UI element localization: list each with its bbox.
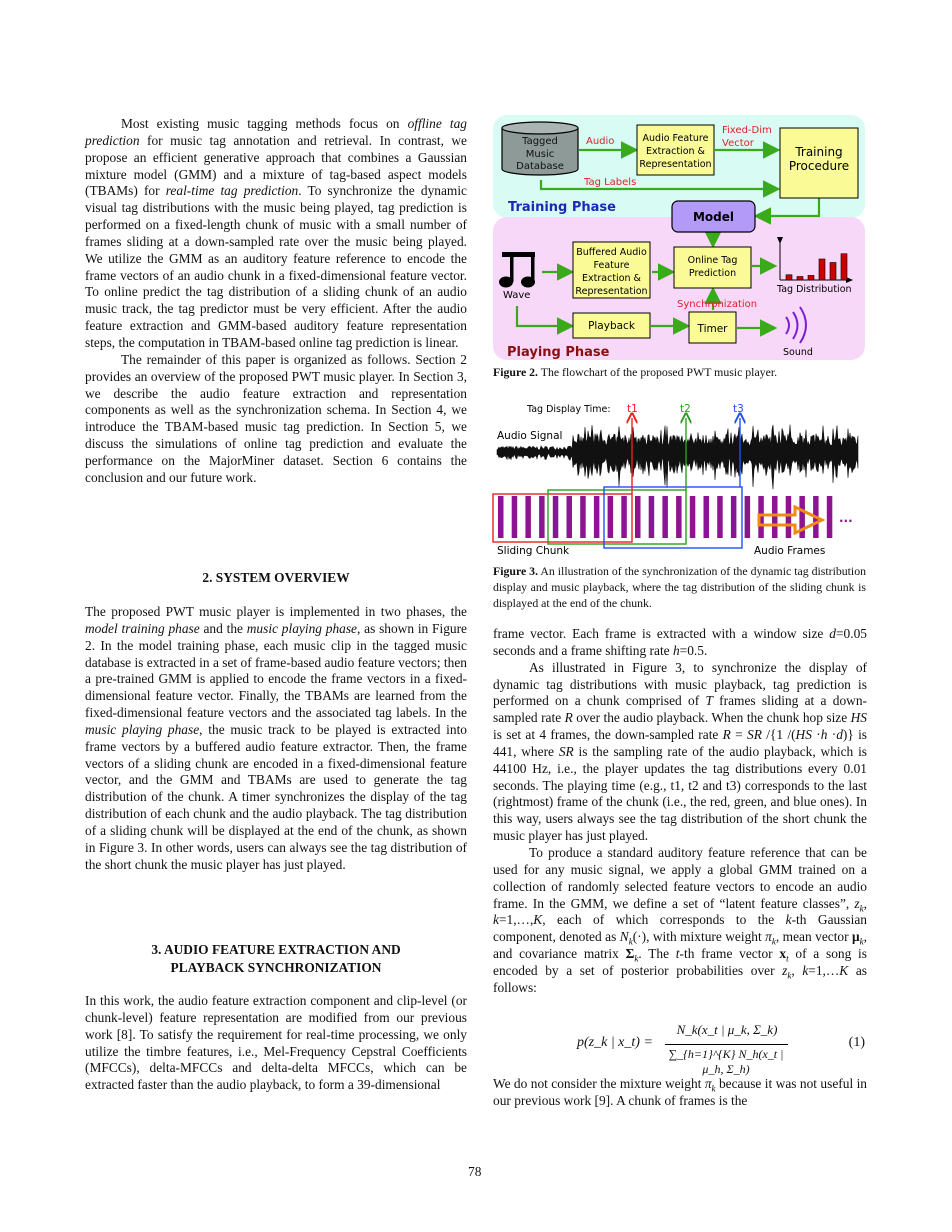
- section-2-body: [85, 604, 467, 874]
- wave-label: Wave: [503, 290, 531, 301]
- text-run: R: [564, 710, 573, 726]
- synchronization-label: Synchronization: [677, 299, 758, 310]
- paragraph-organization: [85, 352, 467, 487]
- text-run: z: [854, 895, 860, 911]
- text-run: SR: [558, 743, 574, 759]
- text-run: As illustrated in Figure 3, to synchronize the display of dynamic tag distributions with music playback, tag prediction is performed on a chunk comprised of: [493, 659, 867, 709]
- text-run: d: [836, 727, 843, 743]
- heading-line: PLAYBACK SYNCHRONIZATION: [170, 960, 382, 975]
- text-run: d: [829, 626, 836, 641]
- text-run: and the: [199, 620, 247, 636]
- timer-label: Timer: [697, 323, 728, 335]
- t1-label: t1: [627, 403, 638, 415]
- feature-box-label: Representation: [639, 159, 712, 170]
- section-heading-2: 2. SYSTEM OVERVIEW: [202, 570, 350, 585]
- buffered-box-label: Representation: [575, 286, 648, 297]
- text-run: k: [785, 912, 792, 928]
- text-run: is the sampling rate of the audio playback, which is 44100 Hz, i.e., the player updates the tag distributions every 0.01 seconds. The playing time (e.g., t1, t2 and t3) corresponds to the last (rightmost) frame of the chunk (i.e., the red, green, and blue ones). In this way, users always see the tag distribution of the short chunk the music player has just played.: [493, 743, 868, 844]
- text-run: -th frame vector: [679, 946, 780, 962]
- audio-frame: [525, 496, 531, 538]
- text-run: k: [859, 903, 864, 914]
- ellipsis: ...: [839, 511, 853, 525]
- audio-frame: [498, 496, 504, 538]
- text-run: -th Gaussian component, denoted as: [493, 912, 867, 945]
- page-number: 78: [468, 1164, 482, 1179]
- svg-text:TrainingProcedure: [789, 145, 849, 173]
- tag-bar: [808, 275, 814, 280]
- text-run: of a song is encoded by a set of posterior probabilities over: [493, 946, 867, 978]
- audio-frame: [786, 496, 792, 538]
- text-run: π: [704, 1076, 712, 1091]
- figure-2-caption: [493, 364, 868, 380]
- text-run: , as shown in Figure 2. In the model training phase, each music clip in the tagged music database is extracted in a set of frame-based audio feature vectors; then a pre-trained GMM is applied to encode the frame vectors in a fixed-dimensional feature vector. Finally, the TBAMs are learned from the fixed-dimensional feature vectors and the associated tag labels. In the: [85, 620, 467, 721]
- text-run: Most existing music tagging methods focus on: [121, 116, 408, 131]
- text-run: k: [771, 936, 776, 947]
- feature-box-label: Extraction &: [646, 146, 705, 157]
- audio-signal-label: Audio Signal: [497, 430, 563, 442]
- tag-labels-label: Tag Labels: [584, 177, 637, 188]
- text-run: ,: [863, 895, 867, 911]
- text-run: frames sliding at a down-sampled rate: [493, 693, 867, 726]
- audio-frame: [772, 496, 778, 538]
- tag-display-time-label: Tag Display Time:: [527, 404, 611, 415]
- text-run: K: [533, 912, 543, 928]
- t2-label: t2: [680, 403, 691, 415]
- text-run: =1,…: [808, 962, 840, 978]
- text-run: . The: [638, 946, 676, 962]
- fixed-dim-label: Vector: [722, 138, 754, 149]
- audio-frame: [676, 496, 682, 538]
- section-3-body: [85, 993, 467, 1094]
- sound-label: Sound: [783, 347, 813, 358]
- online-box-label: Prediction: [688, 268, 737, 279]
- text-run: K: [839, 962, 849, 978]
- tag-bar: [786, 275, 792, 280]
- audio-frame: [704, 496, 710, 538]
- tag-distribution-label: Tag Distribution: [777, 284, 852, 295]
- text-run: N: [619, 929, 629, 945]
- audio-frame: [662, 496, 668, 538]
- text-run: music playing phase: [85, 721, 200, 737]
- audio-label: Audio: [586, 136, 615, 147]
- text-run: , and covariance matrix: [493, 929, 867, 962]
- tag-bar: [797, 277, 803, 281]
- db-label: Music: [525, 149, 555, 160]
- audio-frame: [512, 496, 518, 538]
- playing-phase-label: Playing Phase: [507, 345, 610, 360]
- audio-frame: [539, 496, 545, 538]
- training-box-label: Procedure: [788, 159, 850, 173]
- text-run: =: [730, 727, 748, 743]
- text-run: k: [628, 936, 633, 947]
- equation-denominator: ∑_{h=1}^{K} N_h(x_t | μ_h, Σ_h): [668, 1047, 784, 1076]
- text-run: , the music track to be played is extracted into frame vectors by a buffered audio feature extractor. Then, the frame vectors of a sliding chunk are encoded in a fixed-dimensional feature vector, and the GMM and TBAMs are used to generate the tag distribution of the chunk. A timer synchronizes the display of the tag distribution of each chunk and the audio playback. The tag distribution of a sliding chunk will be displayed at the end of the chunk, as shown in Figure 3. In other words, users can always see the tag distribution of the short chunk the music player has just played.: [85, 721, 467, 872]
- text-run: R: [722, 727, 731, 743]
- text-run: =0.5.: [679, 642, 708, 658]
- text-run: because it was not useful in our previous work [9]. A chunk of frames is the: [493, 1076, 868, 1108]
- text-run: real-time tag prediction: [165, 183, 299, 199]
- buffered-box-label: Feature: [593, 260, 630, 271]
- figure-3-caption: [493, 563, 866, 611]
- text-run: x: [779, 946, 787, 962]
- buffered-box-label: Extraction &: [582, 273, 641, 284]
- text-run: =0.05 seconds and a frame shifting rate: [493, 626, 867, 658]
- text-run: In this work, the audio feature extraction component and clip-level (or chunk-level) feature representation are modified from our previous work [8]. To satisfy the requirement for real-time processing, we only utilize the timbre features, i.e., Mel-Frequency Cepstral Coefficients (MFCCs), delta-MFCCs and delta-delta MFCCs, which can be extracted faster than the audio playback, to form a 39-dimensional: [85, 993, 467, 1093]
- text-run: SR: [747, 727, 762, 743]
- feature-box-label: Audio Feature: [642, 133, 709, 144]
- figure-3-illustration: [490, 395, 870, 565]
- audio-frame: [717, 496, 723, 538]
- text-run: z: [782, 962, 788, 978]
- text-run: We do not consider the mixture weight: [493, 1076, 705, 1091]
- audio-frame: [594, 496, 600, 538]
- text-run: μ: [852, 929, 860, 945]
- caption-text: The flowchart of the proposed PWT music player.: [538, 365, 778, 379]
- left-column: [85, 116, 467, 487]
- text-run: for music tag annotation and retrieval. In contrast, we propose an efficient generative approach that combines a Gaussian mixture model (GMM) and a mixture of tag-based aspect models (TBAMs) for: [85, 132, 467, 199]
- fixed-dim-label: Fixed-Dim: [722, 125, 772, 136]
- text-run: k: [493, 912, 499, 928]
- paragraph-chunk: [493, 1076, 867, 1110]
- caption-label: Figure 2.: [493, 365, 538, 379]
- text-run: /{1 /(: [761, 727, 796, 743]
- equation-number: (1): [848, 1035, 865, 1050]
- audio-frame: [649, 496, 655, 538]
- model-label: Model: [692, 210, 735, 224]
- fraction-bar: [665, 1044, 788, 1045]
- text-run: h: [672, 642, 680, 658]
- text-run: . To synchronize the dynamic visual tag distributions with the music being played, tag prediction is performed on a fixed-length chunk of music with a small number of frames sliding at a down-sampled rate over the music being played. We utilize the GMM as an auditory feature reference to encode the frame vectors of an audio chunk in a fixed-dimensional feature vector. To online predict the tag distribution of a sliding chunk of an audio music track, the tag predictor must be very efficient. After the audio feature extraction and GMM-based auditory feature representation steps, the computation in TBAM-based online tag prediction is linear.: [85, 183, 467, 350]
- paragraph-frame-vector: [493, 626, 867, 660]
- tag-bar: [841, 254, 847, 280]
- playback-label: Playback: [588, 320, 635, 332]
- audio-frame: [745, 496, 751, 538]
- text-run: To produce a standard auditory feature reference that can be used for any music signal, we apply a global GMM trained on a collection of randomly selected feature vectors to encode an audio frame. In the GMM, we define a set of “latent feature classes”,: [493, 844, 867, 911]
- text-run: music playing phase: [246, 620, 357, 636]
- db-label: Database: [516, 161, 564, 172]
- buffered-box-label: Buffered Audio: [576, 247, 647, 258]
- text-run: k: [634, 953, 639, 964]
- section-heading-3: [85, 941, 467, 977]
- training-phase-label: Training Phase: [508, 200, 616, 215]
- paragraph-intro: [85, 116, 467, 352]
- caption-text: An illustration of the synchronization of the dynamic tag distribution display and music playback, where the tag distribution of the sliding chunk is displayed at the end of the chunk.: [493, 564, 867, 610]
- audio-frame: [580, 496, 586, 538]
- text-run: h: [820, 727, 828, 743]
- text-run: , mean vector: [775, 929, 853, 945]
- caption-label: Figure 3.: [493, 564, 539, 578]
- audio-frame: [690, 496, 696, 538]
- audio-frame: [731, 496, 737, 538]
- right-column: [493, 626, 867, 997]
- text-run: over the audio playback. When the chunk hop size: [572, 710, 851, 726]
- text-run: k: [711, 1083, 716, 1094]
- sliding-chunk-label: Sliding Chunk: [497, 545, 570, 557]
- db-label: Tagged: [522, 136, 558, 147]
- text-run: t: [786, 953, 789, 964]
- figure-2-flowchart: [490, 110, 870, 365]
- right-column-end: [493, 1076, 867, 1110]
- text-run: )} is 441, where: [493, 727, 868, 759]
- audio-frame: [635, 496, 641, 538]
- training-box-label: Training: [795, 145, 843, 159]
- text-run: HS: [795, 727, 812, 743]
- audio-frame: [827, 496, 833, 538]
- tag-bar: [830, 263, 836, 281]
- audio-frame: [553, 496, 559, 538]
- text-run: T: [705, 693, 713, 709]
- text-run: as follows:: [493, 962, 867, 995]
- equation-1: [493, 1022, 867, 1076]
- audio-frame: [567, 496, 573, 538]
- paragraph-gmm: [493, 845, 867, 997]
- heading-line: 3. AUDIO FEATURE EXTRACTION AND: [151, 942, 401, 957]
- text-run: frame vector. Each frame is extracted with a window size: [493, 626, 830, 641]
- text-run: is set at 4 frames, the down-sampled rate: [493, 727, 723, 743]
- paragraph-synchronization: [493, 660, 867, 845]
- equation-numerator: N_k(x_t | μ_k, Σ_k): [676, 1022, 778, 1037]
- text-run: The proposed PWT music player is implemented in two phases, the: [85, 604, 467, 619]
- equation-lhs: p(z_k | x_t) =: [577, 1035, 653, 1050]
- text-run: model training phase: [85, 620, 200, 636]
- paragraph-feature-extraction: [85, 993, 467, 1094]
- text-run: k: [859, 936, 864, 947]
- audio-frame: [621, 496, 627, 538]
- audio-frames-label: Audio Frames: [754, 545, 826, 557]
- text-run: HS: [850, 710, 868, 726]
- text-run: k: [802, 962, 809, 978]
- text-run: Σ: [625, 946, 635, 962]
- text-run: ·: [811, 727, 821, 743]
- paragraph-system-overview: [85, 604, 467, 874]
- t3-label: t3: [733, 403, 744, 415]
- text-run: k: [787, 970, 792, 981]
- text-run: ·: [827, 727, 837, 743]
- text-run: t: [675, 946, 680, 962]
- text-run: π: [765, 929, 772, 945]
- svg-text:Audio FeatureExtraction &Repre: [639, 133, 711, 170]
- text-run: (·), with mixture weight: [632, 929, 766, 945]
- text-run: The remainder of this paper is organized as follows. Section 2 provides an overview of the proposed PWT music player. In Section 3, we describe the audio feature extraction and representation components as well as the synchronization schema. In Section 4, we introduce the TBAM-based music tag prediction. In Section 5, we discuss the simulations of online tag prediction and evaluate the performance on the MajorMiner dataset. Section 6 contains the conclusion and our future work.: [85, 351, 467, 485]
- online-box-label: Online Tag: [687, 255, 738, 266]
- text-run: offline tag prediction: [85, 116, 467, 148]
- text-run: =1,…,: [498, 912, 534, 928]
- audio-frame: [608, 496, 614, 538]
- text-run: , each of which corresponds to the: [542, 912, 786, 928]
- tag-bar: [819, 259, 825, 280]
- text-run: ,: [791, 962, 803, 978]
